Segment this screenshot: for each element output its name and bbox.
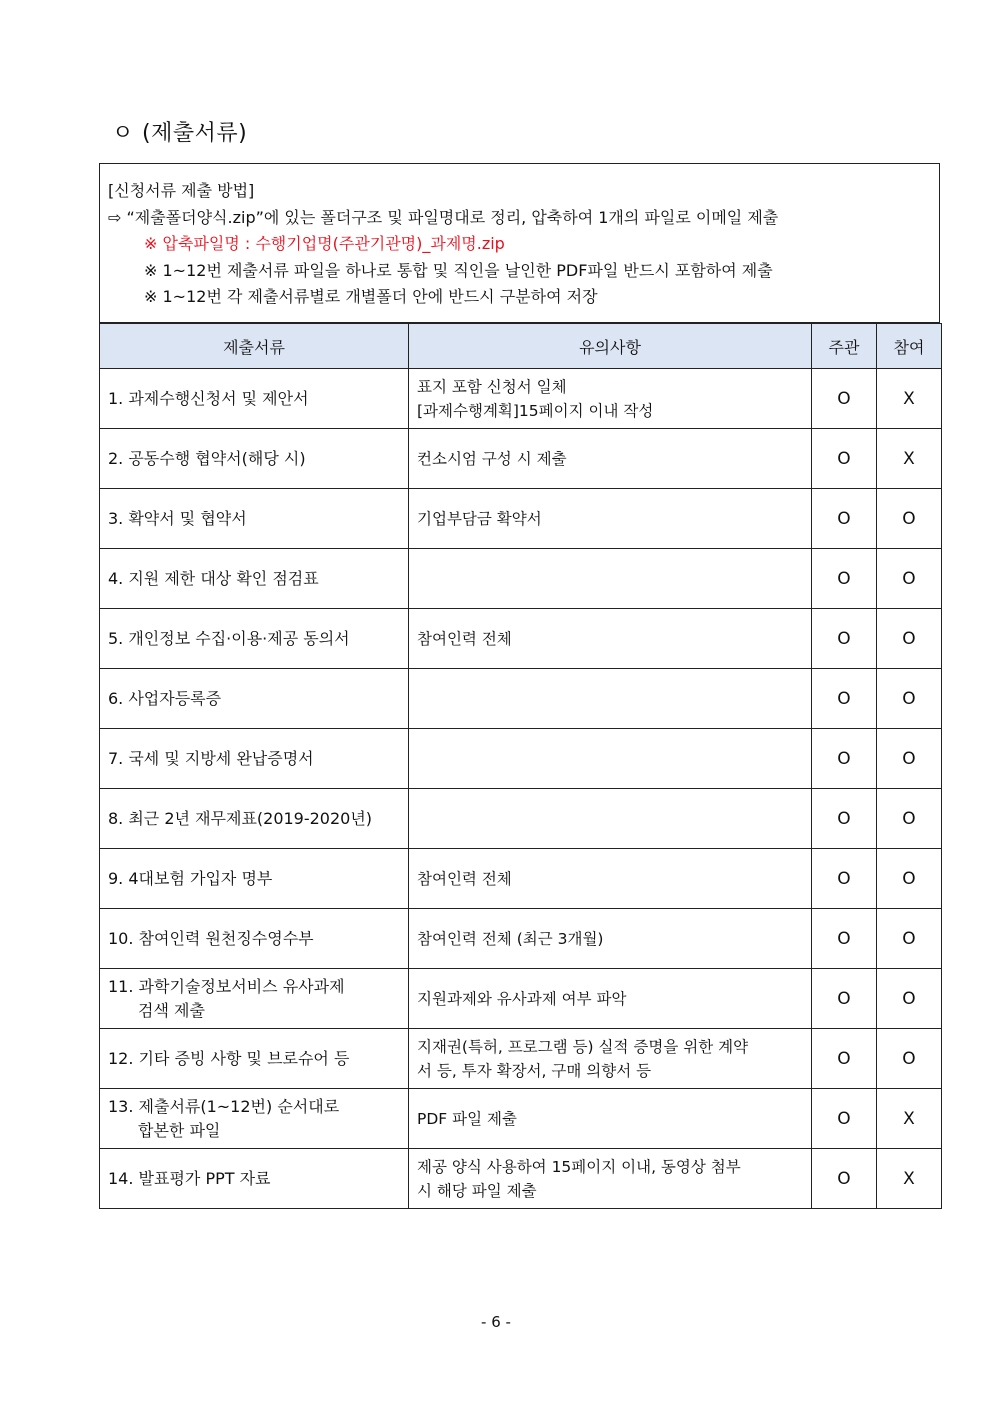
document-name-cell [100,549,409,609]
note-line: 참여인력 전체 (최근 3개월) [417,929,604,948]
note-line: 지원과제와 유사과제 여부 파악 [417,989,627,1008]
lead-org-mark: O [812,909,877,969]
document-name-cell [100,1029,409,1089]
table-row [100,969,942,1029]
note-line: 참여인력 전체 [417,629,512,648]
participant-org-mark: O [877,1029,942,1089]
table-row [100,909,942,969]
notes-cell [409,369,812,429]
document-name-cell [100,909,409,969]
section-heading [112,116,247,147]
notice-pdf-merge-rule: ※ 1~12번 제출서류 파일을 하나로 통합 및 직인을 날인한 PDF파일 반드시 포함하여 제출 [144,260,773,280]
document-name: 9. 4대보험 가입자 명부 [108,868,273,888]
participant-org-mark: O [877,609,942,669]
document-name: 13. 제출서류(1~12번) 순서대로 [108,1096,340,1116]
note-line: 표지 포함 신청서 일체 [417,377,567,396]
document-name-cell [100,1089,409,1149]
lead-org-mark: O [812,849,877,909]
lead-org-mark: O [812,609,877,669]
notes-cell [409,549,812,609]
participant-org-mark: X [877,1089,942,1149]
note-line: 지재권(특허, 프로그램 등) 실적 증명을 위한 계약 [417,1037,749,1056]
table-row [100,609,942,669]
note-line: 서 등, 투자 확장서, 구매 의향서 등 [417,1061,652,1080]
notes-cell [409,909,812,969]
participant-org-mark: O [877,909,942,969]
lead-org-mark: O [812,669,877,729]
header-documents: 제출서류 [100,324,409,369]
notes-cell [409,849,812,909]
note-line: 컨소시엄 구성 시 제출 [417,449,567,468]
participant-org-mark: O [877,669,942,729]
notes-cell [409,429,812,489]
document-name: 8. 최근 2년 재무제표(2019-2020년) [108,808,373,828]
lead-org-mark: O [812,789,877,849]
participant-org-mark: O [877,789,942,849]
table-row [100,1029,942,1089]
table-row [100,789,942,849]
participant-org-mark: X [877,1149,942,1209]
document-name: 6. 사업자등록증 [108,688,222,708]
lead-org-mark: O [812,1149,877,1209]
header-participant-org: 참여 [877,324,942,369]
section-title: (제출서류) [142,121,248,146]
notice-heading: [신청서류 제출 방법] [108,181,255,200]
document-name: 7. 국세 및 지방세 완납증명서 [108,748,314,768]
note-line: 제공 양식 사용하여 15페이지 이내, 동영상 첨부 [417,1157,741,1176]
document-name-cell [100,729,409,789]
document-name: 14. 발표평가 PPT 자료 [108,1168,271,1188]
note-line: PDF 파일 제출 [417,1109,517,1128]
notes-cell [409,969,812,1029]
document-name-cell [100,969,409,1029]
notes-cell [409,789,812,849]
participant-org-mark: X [877,369,942,429]
note-line: 참여인력 전체 [417,869,512,888]
notice-main-instruction: ⇨ “제출폴더양식.zip”에 있는 폴더구조 및 파일명대로 정리, 압축하여 1개의 파일로 이메일 제출 [108,207,779,227]
table-row [100,729,942,789]
table-row [100,369,942,429]
lead-org-mark: O [812,369,877,429]
document-name: 10. 참여인력 원천징수영수부 [108,928,314,948]
participant-org-mark: O [877,549,942,609]
submission-method-box [99,163,940,323]
notes-cell [409,1029,812,1089]
notice-folder-rule: ※ 1~12번 각 제출서류별로 개별폴더 안에 반드시 구분하여 저장 [144,287,598,306]
lead-org-mark: O [812,1029,877,1089]
required-documents-table [99,323,942,1209]
document-name-cell [100,1149,409,1209]
table-row [100,429,942,489]
document-name-cell [100,669,409,729]
document-name-continued: 검색 제출 [138,1000,205,1020]
document-name-cell [100,369,409,429]
note-line: 시 해당 파일 제출 [417,1181,537,1200]
participant-org-mark: O [877,969,942,1029]
notes-cell [409,729,812,789]
lead-org-mark: O [812,969,877,1029]
table-row [100,549,942,609]
document-name: 3. 확약서 및 협약서 [108,508,247,528]
participant-org-mark: O [877,489,942,549]
document-name-cell [100,789,409,849]
notes-cell [409,1149,812,1209]
document-name-cell [100,609,409,669]
notes-cell [409,489,812,549]
lead-org-mark: O [812,1089,877,1149]
participant-org-mark: X [877,429,942,489]
table-body [100,369,942,1209]
document-name: 11. 과학기술정보서비스 유사과제 [108,976,345,996]
participant-org-mark: O [877,849,942,909]
table-row [100,849,942,909]
lead-org-mark: O [812,729,877,789]
document-name: 12. 기타 증빙 사항 및 브로슈어 등 [108,1048,350,1068]
document-name-cell [100,489,409,549]
document-name-continued: 합본한 파일 [138,1120,221,1140]
section-bullet: ㅇ [112,121,134,146]
table-row [100,1089,942,1149]
document-name-cell [100,429,409,489]
note-line: 기업부담금 확약서 [417,509,542,528]
document-name: 4. 지원 제한 대상 확인 점검표 [108,568,319,588]
header-notes: 유의사항 [409,324,812,369]
page-number: - 6 - [481,1313,511,1331]
header-lead-org: 주관 [812,324,877,369]
lead-org-mark: O [812,549,877,609]
lead-org-mark: O [812,429,877,489]
table-row [100,669,942,729]
table-row [100,489,942,549]
table-row [100,1149,942,1209]
table-header-row [100,324,942,369]
note-line: [과제수행계획]15페이지 이내 작성 [417,401,654,420]
participant-org-mark: O [877,729,942,789]
notes-cell [409,669,812,729]
document-name: 2. 공동수행 협약서(해당 시) [108,448,306,468]
notes-cell [409,609,812,669]
notes-cell [409,1089,812,1149]
lead-org-mark: O [812,489,877,549]
document-name-cell [100,849,409,909]
document-name: 5. 개인정보 수집·이용·제공 동의서 [108,628,350,648]
document-name: 1. 과제수행신청서 및 제안서 [108,388,309,408]
notice-archive-name-rule: ※ 압축파일명 : 수행기업명(주관기관명)_과제명.zip [144,234,505,253]
